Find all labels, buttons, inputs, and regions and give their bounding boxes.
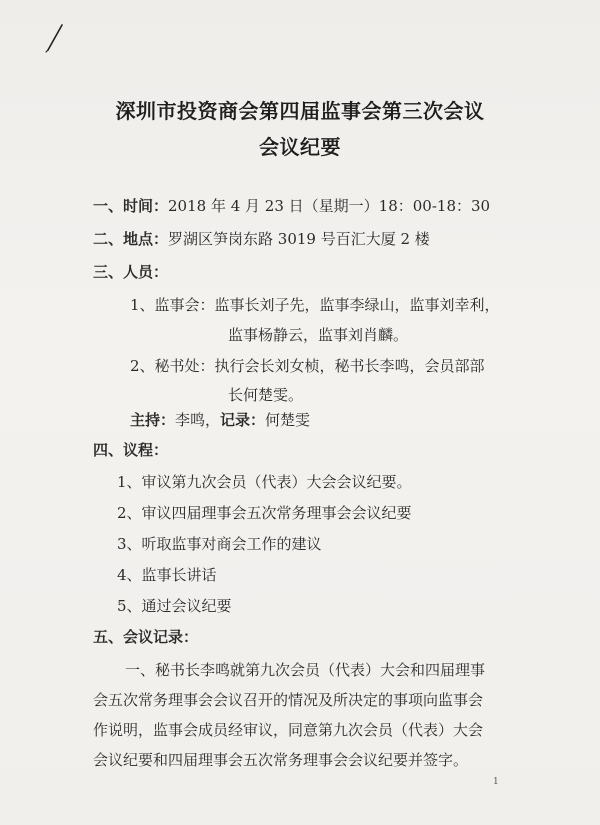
record-label: 记录： bbox=[220, 411, 266, 429]
time-value: 2018 年 4 月 23 日（星期一）18：00-18：30 bbox=[168, 197, 491, 215]
minutes-paragraph-line: 会议纪要和四届理事会五次常务理事会会议纪要并签字。 bbox=[93, 751, 469, 769]
place-value: 罗湖区笋岗东路 3019 号百汇大厦 2 楼 bbox=[168, 230, 430, 248]
agenda-heading: 四、议程： bbox=[93, 441, 169, 459]
minutes-paragraph-line: 作说明，监事会成员经审议，同意第九次会员（代表）大会 bbox=[93, 721, 484, 739]
people-secretariat-line2: 长何楚雯。 bbox=[228, 386, 304, 404]
time-row bbox=[93, 196, 490, 216]
agenda-item: 1、审议第九次会员（代表）大会会议纪要。 bbox=[117, 473, 412, 491]
host-label: 主持： bbox=[130, 411, 176, 429]
people-secretariat-line1: 2、秘书处：执行会长刘女桢，秘书长李鸣，会员部部 bbox=[130, 357, 485, 375]
agenda-item: 5、通过会议纪要 bbox=[117, 597, 232, 615]
agenda-item: 2、审议四届理事会五次常务理事会会议纪要 bbox=[117, 504, 412, 522]
people-supervisors-line1: 1、监事会：监事长刘子先，监事李绿山，监事刘幸利， bbox=[130, 296, 500, 314]
people-supervisors-line2: 监事杨静云，监事刘肖麟。 bbox=[228, 326, 409, 344]
agenda-item: 4、监事长讲话 bbox=[117, 566, 217, 584]
minutes-paragraph-line: 一、秘书长李鸣就第九次会员（代表）大会和四届理事 bbox=[125, 661, 486, 679]
place-row bbox=[93, 229, 430, 249]
agenda-item: 3、听取监事对商会工作的建议 bbox=[117, 535, 322, 553]
document-title: 深圳市投资商会第四届监事会第三次会议 bbox=[115, 99, 485, 123]
page-number: 1 bbox=[493, 777, 499, 787]
place-label: 二、地点： bbox=[93, 230, 169, 248]
minutes-heading: 五、会议记录： bbox=[93, 628, 199, 646]
time-label: 一、时间： bbox=[93, 197, 169, 215]
people-heading: 三、人员： bbox=[93, 263, 169, 281]
host-record-row bbox=[130, 410, 310, 430]
record-value: 何楚雯 bbox=[265, 411, 311, 429]
document-subtitle: 会议纪要 bbox=[259, 135, 341, 159]
host-value: 李鸣， bbox=[175, 411, 221, 429]
pen-mark-icon bbox=[36, 22, 66, 54]
minutes-paragraph-line: 会五次常务理事会会议召开的情况及所决定的事项向监事会 bbox=[93, 691, 484, 709]
